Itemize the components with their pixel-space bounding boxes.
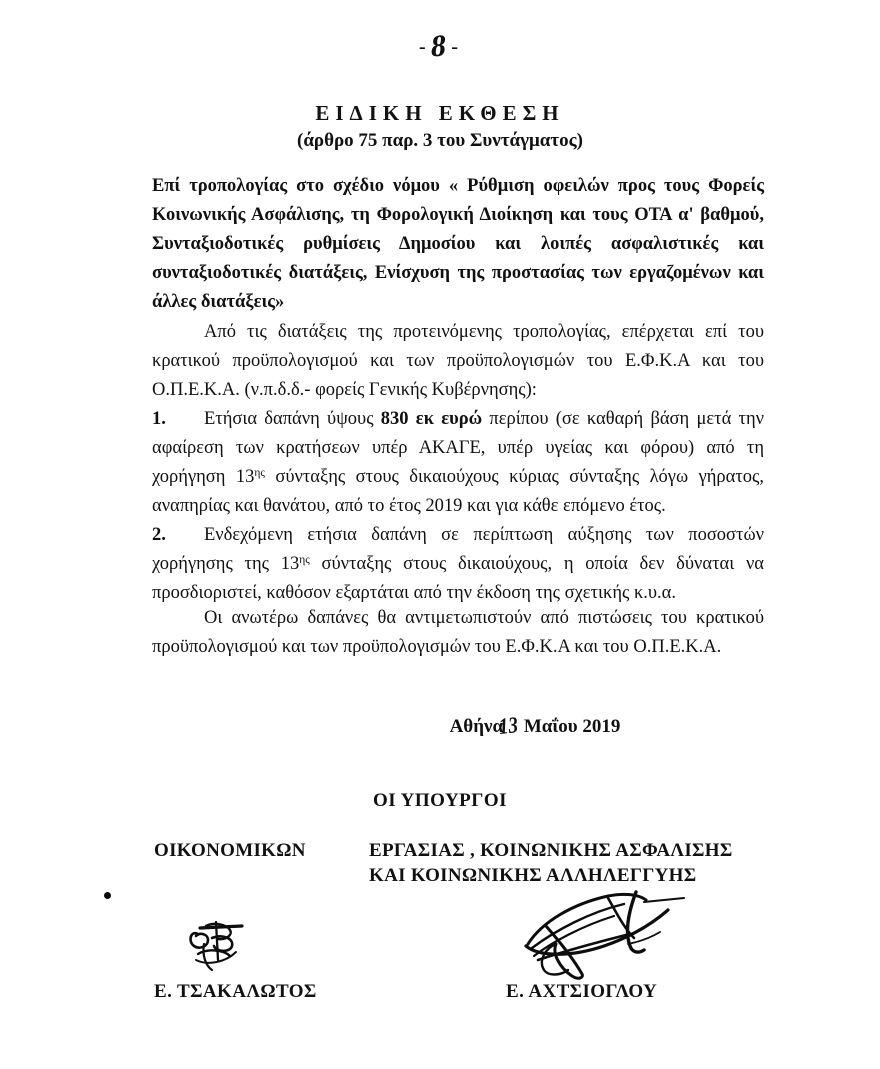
numbered-item-2 (152, 521, 764, 608)
item-1-text-b: περίπου (σε καθαρή βάση μετά την αφαίρεση των κρατήσεων υπέρ ΑΚΑΓΕ, υπέρ υγείας και φόρου) από τη χορήγηση 13 (152, 409, 765, 487)
minister-right-portfolio-line-2: ΚΑΙ ΚΟΙΝΩΝΙΚΗΣ ΑΛΛΗΛΕΓΓΥΗΣ (369, 865, 697, 886)
minister-left-portfolio: ΟΙΚΟΝΟΜΙΚΩΝ (154, 840, 306, 861)
page-number-suffix: - (451, 35, 462, 59)
ministers-heading: ΟΙ ΥΠΟΥΡΓΟΙ (372, 790, 508, 811)
body-paragraph-1: Από τις διατάξεις της προτεινόμενης τροπολογίας, επέρχεται επί του κρατικού προϋπολογισμού και των προϋπολογισμών του Ε.Φ.Κ.Α και του Ο.Π.Ε.Κ.Α. (ν.π.δ.δ.- φορείς Γενικής Κυβέρνησης): (152, 322, 764, 400)
document-title: ΕΙΔΙΚΗ ΕΚΘΕΣΗ (315, 101, 565, 125)
date-day-handwritten: 13 (497, 712, 520, 740)
scan-artifact-dot (104, 892, 111, 899)
minister-right-portfolio-line-1: ΕΡΓΑΣΙΑΣ , ΚΟΙΝΩΝΙΚΗΣ ΑΣΦΑΛΙΣΗΣ (369, 840, 733, 861)
minister-right-name: Ε. ΑΧΤΣΙΟΓΛΟΥ (506, 981, 658, 1002)
signature-tsakalotos (178, 908, 288, 985)
item-2-marker: 2. (152, 525, 166, 545)
signature-achtsioglou (512, 886, 692, 987)
item-2-text-c: σύνταξης στους δικαιούχους, η οποία δεν δύναται να προσδιοριστεί, καθόσον εξαρτάται από την έκδοση της σχετικής κ.υ.α. (152, 554, 764, 603)
date-month-year: Μαΐου 2019 (523, 716, 621, 737)
document-subtitle: (άρθρο 75 παρ. 3 του Συντάγματος) (297, 130, 583, 151)
item-1-text-c: σύνταξης στους δικαιούχους κύριας σύνταξης λόγω γήρατος, αναπηρίας και θανάτου, από το έτος 2019 και για κάθε επόμενο έτος. (152, 467, 764, 516)
item-1-marker: 1. (152, 409, 166, 429)
closing-paragraph-block (152, 604, 764, 662)
body-paragraph-1-block (152, 318, 764, 405)
item-2-superscript: ης (299, 554, 310, 567)
page-number-prefix: - (418, 35, 429, 59)
item-1-superscript: ης (254, 467, 265, 480)
minister-left-name: Ε. ΤΣΑΚΑΛΩΤΟΣ (154, 981, 317, 1002)
item-1-highlight: 830 εκ ευρώ (380, 409, 483, 429)
closing-paragraph: Οι ανωτέρω δαπάνες θα αντιμετωπιστούν από πιστώσεις του κρατικού προϋπολογισμού και των προϋπολογισμών του Ε.Φ.Κ.Α και του Ο.Π.Ε.Κ.Α. (152, 608, 764, 657)
numbered-item-1 (152, 405, 764, 521)
numbered-item-1-block (152, 405, 764, 521)
page-number (0, 29, 880, 65)
intro-paragraph: Επί τροπολογίας στο σχέδιο νόμου « Ρύθμιση οφειλών προς τους Φορείς Κοινωνικής Ασφάλισης, τη Φορολογική Διοίκηση και τους ΟΤΑ α' βαθμού, Συνταξιοδοτικές ρυθμίσεις Δημοσίου και λοιπές ασφαλιστικές και συνταξιοδοτικές διατάξεις, Ενίσχυση της προστασίας των εργαζομένων και άλλες διατάξεις» (152, 176, 764, 312)
page-number-value: 8 (429, 29, 451, 65)
item-2-text-a: Ενδεχόμενη ετήσια δαπάνη σε περίπτωση αύξησης των ποσοστών χορήγησης της 13 (152, 525, 764, 574)
intro-block (152, 172, 764, 317)
date-city: Αθήνα (449, 716, 504, 737)
minister-right-portfolio (369, 838, 733, 888)
signing-date (0, 712, 880, 740)
numbered-item-2-block (152, 521, 764, 608)
item-1-text-a: Ετήσια δαπάνη ύψους (204, 409, 381, 429)
